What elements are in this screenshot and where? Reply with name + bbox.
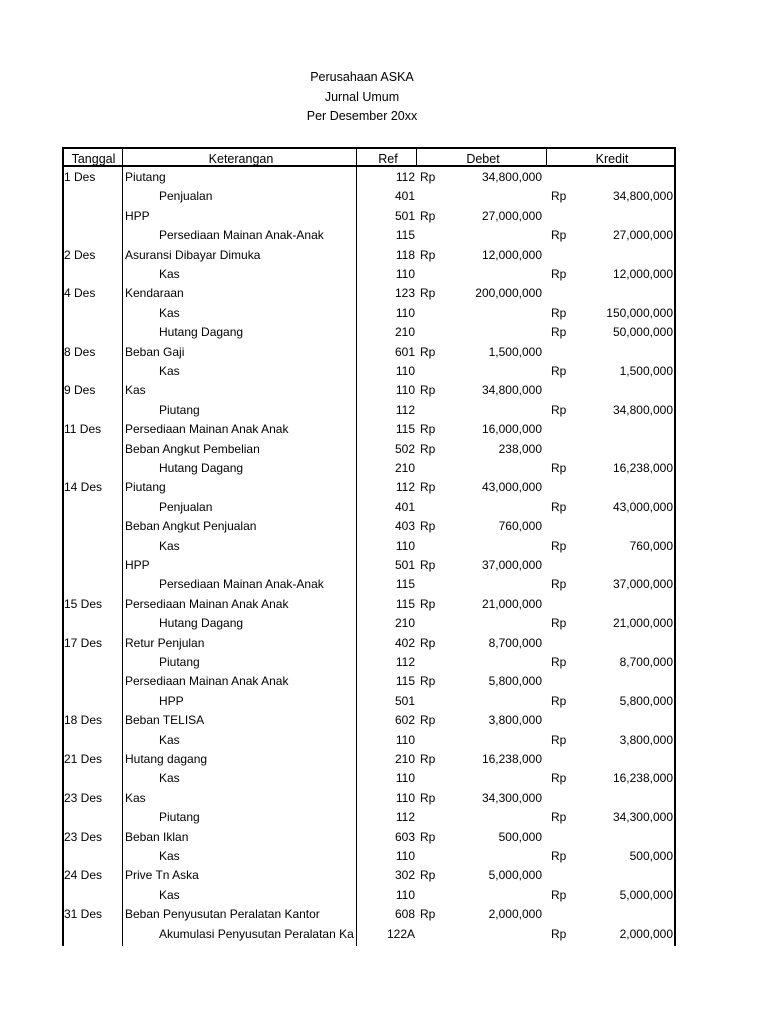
- table-row: [62, 343, 678, 362]
- table-row: [62, 362, 678, 381]
- cell-debit-currency: Rp: [420, 247, 436, 262]
- cell-ref: 110: [395, 364, 415, 378]
- cell-description: Kas: [125, 383, 146, 398]
- column-divider-ref: [416, 147, 417, 167]
- cell-date: 11 Des: [64, 422, 102, 437]
- cell-debit-amount: 500,000: [498, 829, 542, 844]
- cell-ref: 110: [395, 771, 415, 786]
- table-row: [62, 731, 678, 750]
- cell-credit-currency: Rp: [551, 305, 567, 320]
- cell-ref: 110: [395, 849, 415, 863]
- table-row: [62, 207, 678, 226]
- cell-debit-amount: 238,000: [498, 441, 542, 456]
- cell-ref: 115: [395, 596, 415, 611]
- cell-ref: 403: [394, 519, 415, 534]
- cell-credit-amount: 760,000: [629, 538, 673, 553]
- cell-ref: 112: [395, 402, 415, 417]
- cell-date: 17 Des: [64, 635, 103, 650]
- cell-credit-amount: 21,000,000: [612, 616, 673, 631]
- cell-credit-currency: Rp: [551, 732, 567, 747]
- cell-debit-currency: Rp: [420, 790, 436, 805]
- cell-credit-currency: Rp: [551, 499, 567, 514]
- cell-ref: 110: [395, 887, 415, 902]
- cell-description: Piutang: [159, 402, 200, 417]
- cell-debit-currency: Rp: [420, 907, 436, 922]
- cell-description: Beban Angkut Pembelian: [125, 441, 260, 456]
- cell-ref: 115: [395, 674, 415, 689]
- cell-credit-amount: 34,800,000: [612, 189, 673, 204]
- cell-ref: 210: [394, 325, 415, 340]
- table-row: [62, 381, 678, 400]
- cell-ref: 603: [394, 829, 415, 844]
- cell-debit-currency: Rp: [420, 170, 436, 184]
- cell-credit-amount: 34,300,000: [612, 810, 673, 825]
- cell-debit-amount: 34,300,000: [481, 790, 542, 805]
- cell-debit-currency: Rp: [420, 752, 436, 766]
- cell-ref: 302: [394, 868, 415, 883]
- cell-credit-amount: 43,000,000: [612, 499, 673, 514]
- cell-credit-currency: Rp: [551, 693, 567, 708]
- cell-debit-currency: Rp: [420, 558, 436, 572]
- cell-description: Piutang: [125, 170, 166, 184]
- cell-description: Hutang dagang: [125, 752, 208, 766]
- cell-debit-amount: 1,500,000: [488, 344, 542, 359]
- cell-credit-amount: 2,000,000: [619, 926, 673, 941]
- cell-description: Piutang: [125, 480, 166, 495]
- cell-description: Hutang Dagang: [159, 325, 244, 340]
- table-row: [62, 401, 678, 420]
- cell-credit-amount: 34,800,000: [612, 402, 673, 417]
- cell-date: 31 Des: [64, 907, 103, 922]
- cell-ref: 112: [395, 810, 415, 825]
- cell-ref: 608: [394, 907, 415, 922]
- cell-description: Prive Tn Aska: [125, 868, 199, 883]
- table-row: [62, 168, 678, 187]
- table-row: [62, 304, 678, 323]
- cell-credit-amount: 50,000,000: [612, 325, 673, 340]
- cell-debit-amount: 34,800,000: [481, 383, 542, 398]
- table-row: [62, 769, 678, 788]
- cell-credit-amount: 3,800,000: [619, 732, 673, 747]
- cell-ref: 501: [394, 693, 415, 708]
- table-row: [62, 498, 678, 517]
- table-row: [62, 323, 678, 342]
- cell-ref: 122A: [386, 926, 415, 941]
- cell-ref: 110: [395, 790, 415, 805]
- header-ref: Ref: [378, 152, 398, 166]
- company-name: Perusahaan ASKA: [310, 70, 414, 84]
- table-row: [62, 828, 678, 847]
- cell-description: Penjualan: [159, 189, 213, 204]
- cell-ref: 115: [395, 422, 415, 437]
- table-row: [62, 537, 678, 556]
- cell-description: Kas: [159, 267, 180, 281]
- cell-debit-currency: Rp: [420, 208, 436, 223]
- table-row: [62, 478, 678, 497]
- cell-ref: 502: [394, 441, 415, 456]
- cell-credit-currency: Rp: [551, 325, 567, 340]
- cell-ref: 210: [394, 461, 415, 475]
- cell-description: HPP: [159, 693, 184, 708]
- cell-description: Kas: [125, 790, 146, 805]
- cell-date: 21 Des: [64, 752, 103, 766]
- header-description: Keterangan: [208, 152, 274, 166]
- cell-debit-amount: 2,000,000: [488, 907, 542, 922]
- cell-credit-currency: Rp: [551, 267, 567, 281]
- cell-credit-currency: Rp: [551, 887, 567, 902]
- table-row: [62, 575, 678, 594]
- cell-description: Persediaan Mainan Anak Anak: [125, 422, 289, 437]
- cell-debit-amount: 34,800,000: [481, 170, 542, 184]
- cell-debit-currency: Rp: [420, 868, 436, 883]
- table-row: [62, 440, 678, 459]
- cell-ref: 110: [395, 538, 415, 553]
- header-debit: Debet: [466, 152, 500, 166]
- cell-credit-currency: Rp: [551, 189, 567, 204]
- cell-credit-currency: Rp: [551, 538, 567, 553]
- report-period: Per Desember 20xx: [306, 109, 418, 123]
- cell-date: 23 Des: [64, 790, 103, 805]
- table-row: [62, 595, 678, 614]
- cell-description: Piutang: [159, 810, 200, 825]
- cell-ref: 115: [395, 228, 415, 243]
- table-row: [62, 187, 678, 206]
- cell-credit-currency: Rp: [551, 616, 567, 631]
- cell-description: Kendaraan: [125, 286, 184, 301]
- cell-date: 2 Des: [64, 247, 96, 262]
- cell-credit-currency: Rp: [551, 402, 567, 417]
- cell-date: 14 Des: [64, 480, 103, 495]
- cell-description: Hutang Dagang: [159, 461, 244, 475]
- cell-description: Beban Iklan: [125, 829, 189, 844]
- cell-ref: 602: [394, 713, 415, 728]
- cell-description: Kas: [159, 305, 180, 320]
- cell-description: Akumulasi Penyusutan Peralatan Ka: [159, 926, 354, 941]
- table-row: [62, 420, 678, 439]
- cell-date: 18 Des: [64, 713, 103, 728]
- cell-debit-amount: 3,800,000: [488, 713, 542, 728]
- cell-ref: 112: [395, 655, 415, 669]
- cell-debit-currency: Rp: [420, 286, 436, 301]
- cell-description: Kas: [159, 887, 180, 902]
- cell-description: Beban TELISA: [125, 713, 205, 728]
- cell-ref: 110: [395, 305, 415, 320]
- report-title: Jurnal Umum: [324, 90, 400, 104]
- cell-description: Persediaan Mainan Anak-Anak: [159, 577, 324, 592]
- cell-debit-currency: Rp: [420, 383, 436, 398]
- cell-credit-currency: Rp: [551, 810, 567, 825]
- cell-date: 24 Des: [64, 868, 103, 883]
- cell-debit-amount: 8,700,000: [488, 635, 542, 650]
- cell-debit-amount: 27,000,000: [481, 208, 542, 223]
- cell-ref: 110: [395, 732, 415, 747]
- table-header: [62, 147, 676, 167]
- cell-description: HPP: [125, 208, 150, 223]
- cell-debit-amount: 5,000,000: [488, 868, 542, 883]
- table-row: [62, 886, 678, 905]
- table-row: [62, 789, 678, 808]
- table-row: [62, 634, 678, 653]
- cell-credit-amount: 27,000,000: [612, 228, 673, 243]
- cell-ref: 601: [394, 344, 415, 359]
- header-credit: Kredit: [595, 152, 629, 166]
- cell-credit-currency: Rp: [551, 771, 567, 786]
- cell-credit-amount: 1,500,000: [619, 364, 673, 378]
- cell-credit-amount: 16,238,000: [612, 771, 673, 786]
- cell-credit-currency: Rp: [551, 849, 567, 863]
- cell-ref: 401: [394, 499, 415, 514]
- cell-debit-currency: Rp: [420, 422, 436, 437]
- cell-debit-amount: 760,000: [498, 519, 542, 534]
- cell-debit-amount: 200,000,000: [475, 286, 542, 301]
- cell-description: Kas: [159, 732, 180, 747]
- cell-debit-amount: 43,000,000: [481, 480, 542, 495]
- cell-debit-amount: 37,000,000: [481, 558, 542, 572]
- cell-debit-currency: Rp: [420, 441, 436, 456]
- cell-credit-amount: 12,000,000: [612, 267, 673, 281]
- cell-credit-amount: 37,000,000: [612, 577, 673, 592]
- cell-debit-currency: Rp: [420, 713, 436, 728]
- cell-ref: 118: [395, 247, 415, 262]
- cell-debit-currency: Rp: [420, 519, 436, 534]
- cell-date: 4 Des: [64, 286, 96, 301]
- cell-credit-amount: 150,000,000: [606, 305, 673, 320]
- cell-ref: 401: [394, 189, 415, 204]
- cell-description: Persediaan Mainan Anak Anak: [125, 674, 289, 689]
- table-row: [62, 672, 678, 691]
- table-row: [62, 459, 678, 478]
- cell-credit-currency: Rp: [551, 461, 567, 475]
- cell-ref: 210: [394, 752, 415, 766]
- cell-date: 15 Des: [64, 596, 103, 611]
- cell-description: Hutang Dagang: [159, 616, 244, 631]
- cell-ref: 402: [394, 635, 415, 650]
- cell-debit-currency: Rp: [420, 344, 436, 359]
- table-row: [62, 925, 678, 944]
- cell-debit-amount: 16,238,000: [481, 752, 542, 766]
- cell-ref: 123: [394, 286, 415, 301]
- table-row: [62, 556, 678, 575]
- cell-description: Kas: [159, 538, 180, 553]
- table-row: [62, 246, 678, 265]
- cell-date: 1 Des: [64, 170, 96, 184]
- header-date: Tanggal: [71, 152, 116, 166]
- table-row: [62, 265, 678, 284]
- cell-debit-amount: 21,000,000: [481, 596, 542, 611]
- table-row: [62, 517, 678, 536]
- table-row: [62, 711, 678, 730]
- cell-debit-currency: Rp: [420, 635, 436, 650]
- cell-description: Beban Penyusutan Peralatan Kantor: [125, 907, 320, 922]
- cell-ref: 501: [394, 208, 415, 223]
- cell-description: Kas: [159, 364, 180, 378]
- cell-ref: 110: [395, 267, 415, 281]
- cell-description: Piutang: [159, 655, 200, 669]
- table-row: [62, 847, 678, 866]
- cell-debit-amount: 12,000,000: [481, 247, 542, 262]
- table-row: [62, 750, 678, 769]
- cell-ref: 112: [395, 480, 415, 495]
- cell-ref: 112: [395, 170, 415, 184]
- cell-debit-currency: Rp: [420, 480, 436, 495]
- cell-credit-amount: 500,000: [629, 849, 673, 863]
- cell-description: Beban Gaji: [125, 344, 185, 359]
- cell-credit-currency: Rp: [551, 926, 567, 941]
- cell-debit-amount: 16,000,000: [481, 422, 542, 437]
- journal-table: [62, 147, 678, 946]
- cell-credit-currency: Rp: [551, 577, 567, 592]
- table-row: [62, 692, 678, 711]
- table-row: [62, 808, 678, 827]
- cell-description: Asuransi Dibayar Dimuka: [125, 247, 261, 262]
- cell-description: Beban Angkut Penjualan: [125, 519, 257, 534]
- cell-credit-currency: Rp: [551, 364, 567, 378]
- table-row: [62, 905, 678, 924]
- cell-debit-currency: Rp: [420, 829, 436, 844]
- table-row: [62, 614, 678, 633]
- cell-credit-amount: 5,000,000: [619, 887, 673, 902]
- cell-description: Persediaan Mainan Anak Anak: [125, 596, 289, 611]
- cell-description: Kas: [159, 849, 180, 863]
- cell-date: 23 Des: [64, 829, 103, 844]
- cell-debit-amount: 5,800,000: [488, 674, 542, 689]
- column-divider-debit: [546, 147, 547, 167]
- cell-description: Persediaan Mainan Anak-Anak: [159, 228, 324, 243]
- cell-debit-currency: Rp: [420, 674, 436, 689]
- table-row: [62, 226, 678, 245]
- cell-ref: 110: [395, 383, 415, 398]
- cell-date: 8 Des: [64, 344, 96, 359]
- cell-description: Retur Penjulan: [125, 635, 205, 650]
- cell-description: Kas: [159, 771, 180, 786]
- cell-credit-amount: 16,238,000: [612, 461, 673, 475]
- cell-credit-currency: Rp: [551, 228, 567, 243]
- table-row: [62, 284, 678, 303]
- cell-credit-amount: 5,800,000: [619, 693, 673, 708]
- cell-ref: 501: [394, 558, 415, 572]
- cell-description: HPP: [125, 558, 150, 572]
- cell-description: Penjualan: [159, 499, 213, 514]
- table-row: [62, 653, 678, 672]
- cell-date: 9 Des: [64, 383, 96, 398]
- cell-credit-amount: 8,700,000: [619, 655, 673, 669]
- cell-credit-currency: Rp: [551, 655, 567, 669]
- table-row: [62, 866, 678, 885]
- cell-ref: 115: [395, 577, 415, 592]
- cell-ref: 210: [394, 616, 415, 631]
- cell-debit-currency: Rp: [420, 596, 436, 611]
